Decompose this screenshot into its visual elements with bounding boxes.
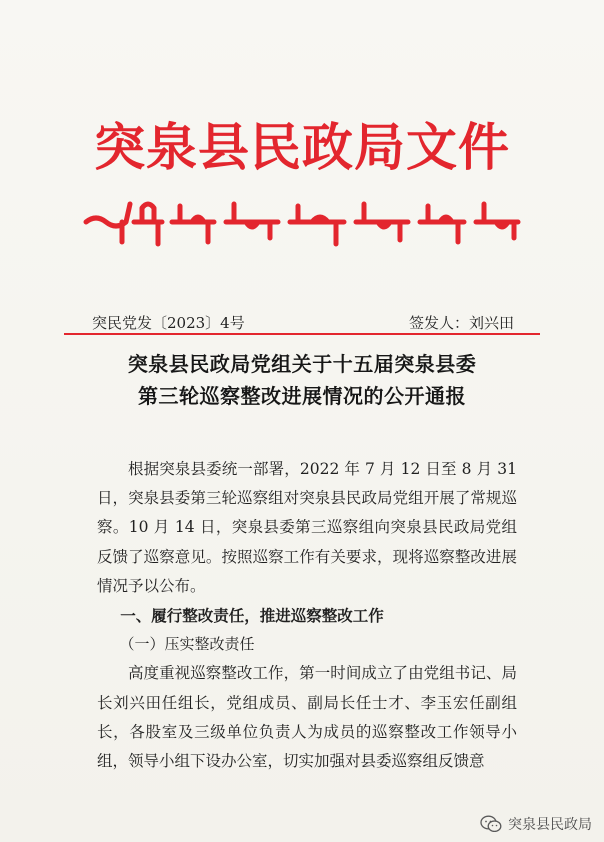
wechat-icon [480,815,502,833]
document-number: 突民党发〔2023〕4号 [92,314,245,332]
subsection-heading: （一）压实整改责任 [119,635,255,654]
mongolian-script-line [82,192,522,250]
document-signer: 签发人：刘兴田 [408,314,514,332]
document-masthead: 突泉县民政局文件 [93,118,510,178]
body-paragraph: 根据突泉县委统一部署，2022 年 7 月 12 日至 8 月 31 日，突泉县委第三轮巡察组对突泉县民政局党组开展了常规巡察。10 月 14 日，突泉县委第三巡察组向突泉县民政局党组反馈了巡察意见。按照巡察工作有关要求，现将巡察整改进展情况予以公布。 [97,460,517,595]
document-title-line-1: 突泉县民政局党组关于十五届突泉县委 [127,352,477,376]
body-paragraph: 高度重视巡察整改工作，第一时间成立了由党组书记、局长刘兴田任组长，党组成员、副局长任士才、李玉宏任副组长，各股室及三级单位负责人为成员的巡察整改工作领导小组，领导小组下设办公室，切实加强对县委巡察组反馈意 [97,664,517,771]
document-title-line-2: 第三轮巡察整改进展情况的公开通报 [138,384,466,408]
section-heading: 一、履行整改责任，推进巡察整改工作 [120,606,384,626]
red-separator-rule [64,333,540,335]
wechat-account-name: 突泉县民政局 [508,817,592,833]
document-body [97,455,517,776]
wechat-watermark [480,814,592,834]
